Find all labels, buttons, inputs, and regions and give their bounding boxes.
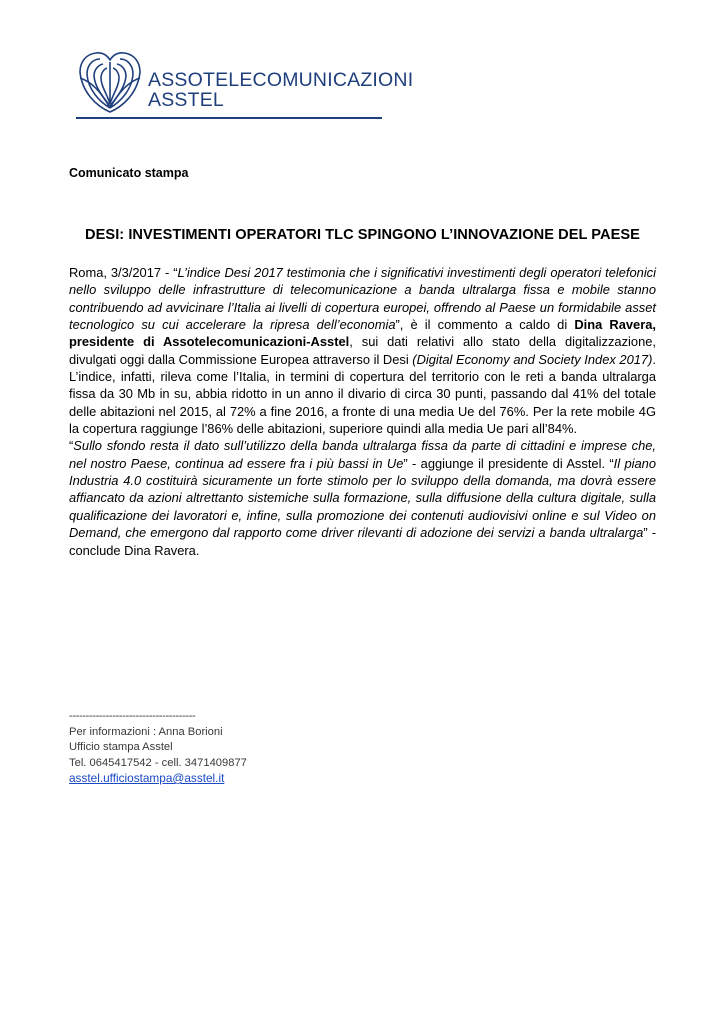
footer-separator: -------------------------------------- xyxy=(69,710,196,722)
contact-person: Per informazioni : Anna Borioni xyxy=(69,725,223,738)
body-text: ”, è il commento a caldo di xyxy=(395,317,575,333)
press-office: Ufficio stampa Asstel xyxy=(69,741,173,753)
speaker-name: Dina Ravera, presidente di Assotelecomunicazioni-Asstel xyxy=(69,317,656,350)
quote-industria-4: Il piano Industria 4.0 costituirà sicuramente un forte stimolo per lo sviluppo della domanda, ma dovrà essere affiancato da azioni altrettanto sistemiche sulla formazione, sulla diffusione della cultura digitale, sulla qualificazione dei lavoratori e, infine, sulla promozione dei contenuti audiovisivi online e sul Video on Demand, che emergono dal rapporto come driver rilevanti di adozione dei servizi a banda ultralarga xyxy=(69,455,656,541)
document-type-label: Comunicato stampa xyxy=(69,166,189,180)
contact-email-link[interactable]: asstel.ufficiostampa@asstel.it xyxy=(69,771,225,785)
dateline: Roma, 3/3/2017 - “ xyxy=(69,265,178,280)
logo-divider xyxy=(76,117,382,119)
desi-full-name: (Digital Economy and Society Index 2017) xyxy=(412,351,653,367)
quote-broadband-usage: Sullo sfondo resta il dato sull’utilizzo della banda ultralarga fissa da parte di cittadini e imprese che, nel nostro Paese, continua ad essere fra i più bassi in Ue xyxy=(69,438,656,471)
asstel-logo xyxy=(76,48,414,124)
contact-phones: Tel. 0645417542 - cell. 3471409877 xyxy=(69,756,247,769)
org-short-name: ASSTEL xyxy=(148,89,224,111)
press-release-headline: DESI: INVESTIMENTI OPERATORI TLC SPINGONO L’INNOVAZIONE DEL PAESE xyxy=(85,227,640,243)
press-release-body xyxy=(69,264,656,559)
body-text: , sui dati relativi allo stato della digitalizzazione, divulgati oggi dalla Commissione Europea attraverso il Desi xyxy=(69,334,656,367)
shell-emblem-icon xyxy=(76,48,144,116)
body-text: ” - aggiunge il presidente di Asstel. “ xyxy=(403,455,614,471)
body-paragraph-2 xyxy=(69,437,656,558)
org-name: ASSOTELECOMUNICAZIONI xyxy=(148,69,414,91)
open-quote: “ xyxy=(69,438,74,454)
body-text: . L’indice, infatti, rileva come l’Italia, in termini di copertura del territorio con le reti a banda ultralarga fissa da 30 Mb in su, abbia ridotto in un anno il divario di circa 30 punti, passando dal 41% del totale delle abitazioni nel 2015, al 72% a fine 2016, a fronte di una media Ue del 76%. Per la rete mobile 4G la copertura raggiunge l’86% delle abitazioni, superiore quindi alla media Ue pari all’84%. xyxy=(69,351,656,437)
contact-footer xyxy=(69,709,247,787)
body-paragraph-1 xyxy=(69,264,656,437)
body-text: ” - conclude Dina Ravera. xyxy=(69,525,656,558)
quote-desi-index: L’indice Desi 2017 testimonia che i significativi investimenti degli operatori telefonici nello sviluppo delle infrastrutture di telecomunicazione a banda ultralarga fissa e mobile stanno contribuendo ad avvicinare l’Italia ai livelli di copertura europei, offrendo al Paese un formidabile asset tecnologico su cui accelerare la ripresa dell’economia xyxy=(69,265,656,333)
